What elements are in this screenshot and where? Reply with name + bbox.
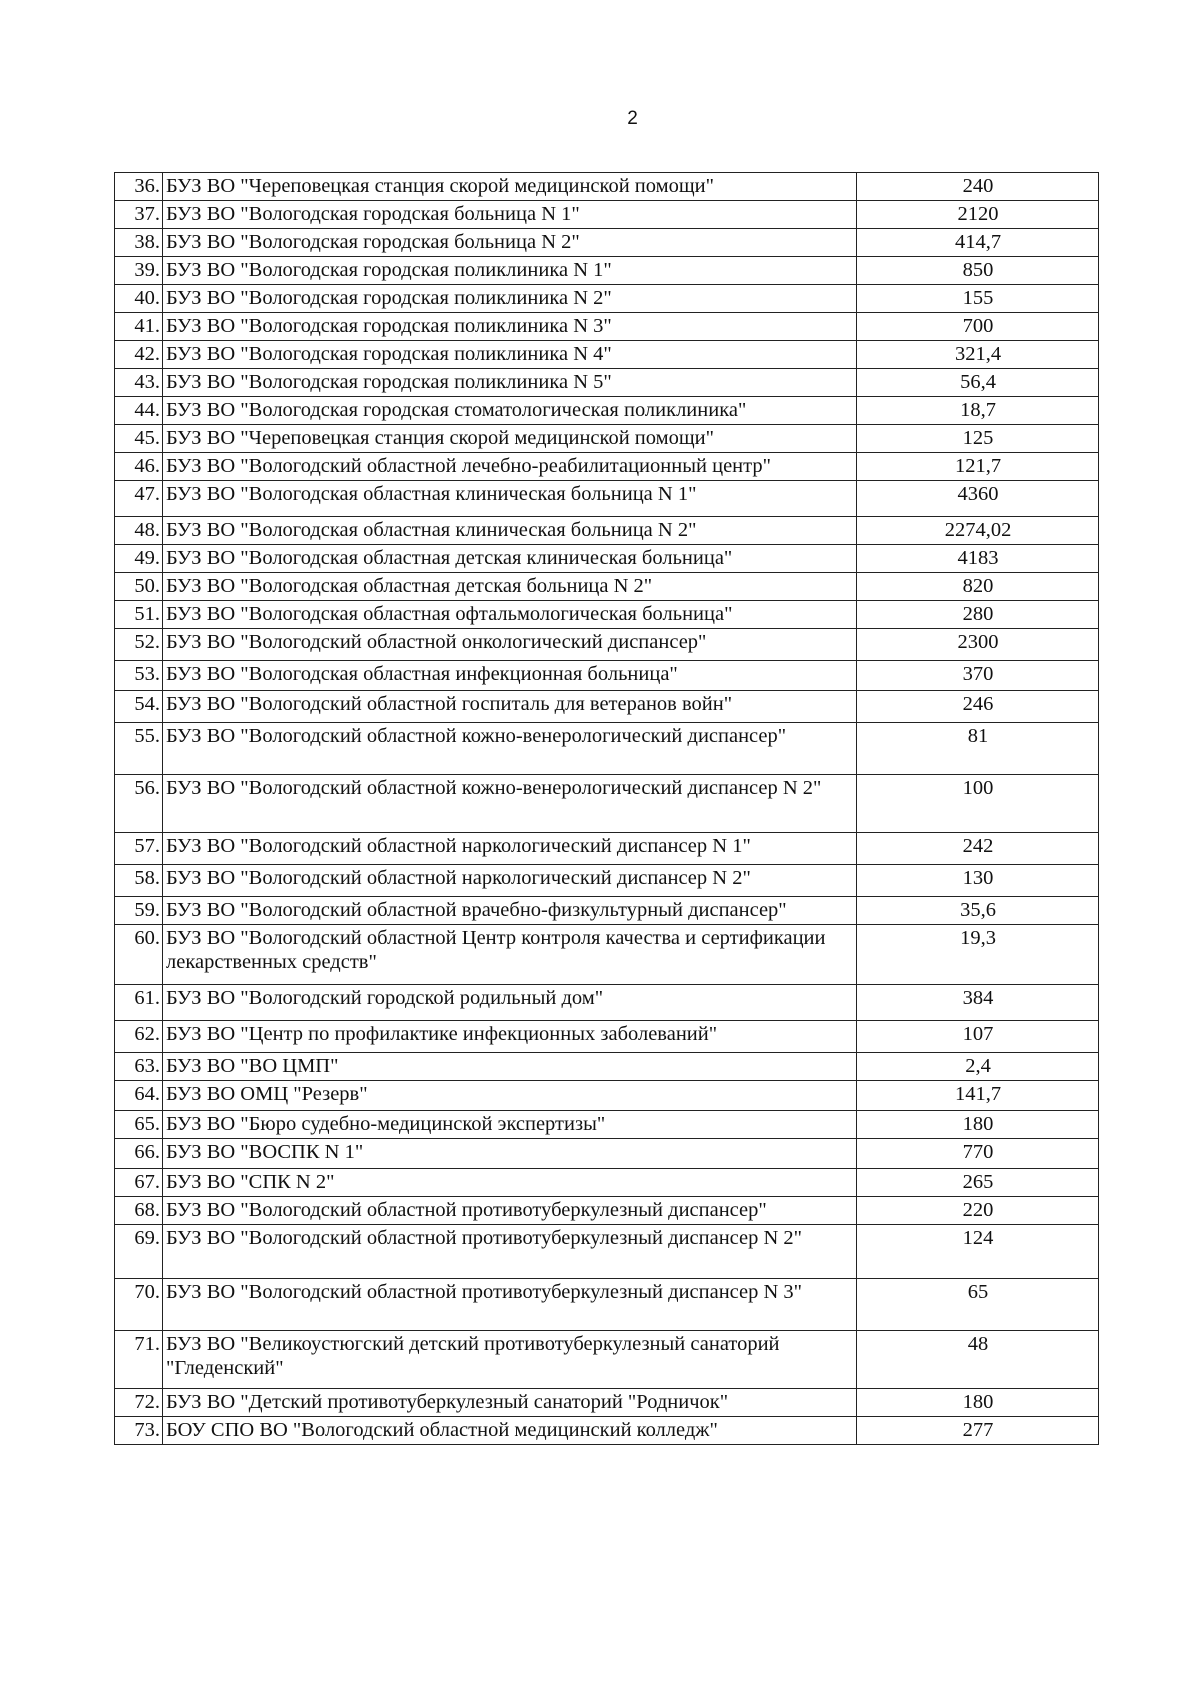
institution-name: БУЗ ВО "Вологодский областной лечебно-реабилитационный центр" — [163, 453, 857, 481]
row-number: 37. — [115, 201, 163, 229]
amount-value: 4183 — [857, 545, 1099, 573]
institution-name: БУЗ ВО "Вологодская областная офтальмологическая больница" — [163, 601, 857, 629]
institution-name: БУЗ ВО "Вологодская городская поликлиника N 3" — [163, 313, 857, 341]
institution-name: БУЗ ВО "Центр по профилактике инфекционных заболеваний" — [163, 1021, 857, 1053]
table-row — [115, 425, 1099, 453]
institution-name: БУЗ ВО "Вологодская областная клиническая больница N 1" — [163, 481, 857, 517]
row-number: 52. — [115, 629, 163, 661]
amount-value: 246 — [857, 691, 1099, 723]
row-number: 46. — [115, 453, 163, 481]
amount-value: 4360 — [857, 481, 1099, 517]
row-number: 71. — [115, 1331, 163, 1389]
institution-name: БУЗ ВО "Вологодская городская поликлиника N 5" — [163, 369, 857, 397]
row-number: 68. — [115, 1197, 163, 1225]
table-row — [115, 573, 1099, 601]
row-number: 53. — [115, 661, 163, 691]
amount-value: 125 — [857, 425, 1099, 453]
institution-name: БУЗ ВО "Бюро судебно-медицинской экспертизы" — [163, 1111, 857, 1139]
table-row — [115, 201, 1099, 229]
table-row — [115, 897, 1099, 925]
amount-value: 121,7 — [857, 453, 1099, 481]
row-number: 41. — [115, 313, 163, 341]
institution-name: БОУ СПО ВО "Вологодский областной медицинский колледж" — [163, 1417, 857, 1445]
table-row — [115, 985, 1099, 1021]
institution-name: БУЗ ВО "Вологодская городская поликлиника N 1" — [163, 257, 857, 285]
row-number: 73. — [115, 1417, 163, 1445]
row-number: 45. — [115, 425, 163, 453]
table-row — [115, 545, 1099, 573]
institution-name: БУЗ ВО "Вологодская городская больница N 1" — [163, 201, 857, 229]
institution-name: БУЗ ВО "Вологодская городская поликлиника N 4" — [163, 341, 857, 369]
table-row — [115, 1111, 1099, 1139]
table-row — [115, 229, 1099, 257]
institution-name: БУЗ ВО "ВО ЦМП" — [163, 1053, 857, 1081]
amount-value: 100 — [857, 775, 1099, 833]
table-row — [115, 1169, 1099, 1197]
row-number: 36. — [115, 173, 163, 201]
amount-value: 180 — [857, 1389, 1099, 1417]
row-number: 64. — [115, 1081, 163, 1111]
row-number: 51. — [115, 601, 163, 629]
row-number: 48. — [115, 517, 163, 545]
table-row — [115, 341, 1099, 369]
amount-value: 124 — [857, 1225, 1099, 1279]
table-row — [115, 517, 1099, 545]
institution-name: БУЗ ВО "Череповецкая станция скорой медицинской помощи" — [163, 425, 857, 453]
amount-value: 65 — [857, 1279, 1099, 1331]
row-number: 58. — [115, 865, 163, 897]
amount-value: 107 — [857, 1021, 1099, 1053]
amount-value: 2300 — [857, 629, 1099, 661]
institution-name: БУЗ ВО "Детский противотуберкулезный санаторий "Родничок" — [163, 1389, 857, 1417]
amount-value: 130 — [857, 865, 1099, 897]
row-number: 55. — [115, 723, 163, 775]
table-row — [115, 257, 1099, 285]
row-number: 40. — [115, 285, 163, 313]
amount-value: 141,7 — [857, 1081, 1099, 1111]
institution-name: БУЗ ВО "Вологодский областной противотуберкулезный диспансер N 2" — [163, 1225, 857, 1279]
row-number: 60. — [115, 925, 163, 985]
amount-value: 321,4 — [857, 341, 1099, 369]
amount-value: 81 — [857, 723, 1099, 775]
amount-value: 35,6 — [857, 897, 1099, 925]
institution-name: БУЗ ВО "Вологодская областная детская больница N 2" — [163, 573, 857, 601]
amount-value: 265 — [857, 1169, 1099, 1197]
table-row — [115, 691, 1099, 723]
table-row — [115, 313, 1099, 341]
table-row — [115, 1417, 1099, 1445]
amount-value: 370 — [857, 661, 1099, 691]
institution-name: БУЗ ВО "Вологодский областной кожно-венерологический диспансер" — [163, 723, 857, 775]
row-number: 59. — [115, 897, 163, 925]
row-number: 42. — [115, 341, 163, 369]
table-row — [115, 1389, 1099, 1417]
table-row — [115, 285, 1099, 313]
institution-name: БУЗ ВО "Вологодская городская поликлиника N 2" — [163, 285, 857, 313]
row-number: 65. — [115, 1111, 163, 1139]
row-number: 44. — [115, 397, 163, 425]
table-row — [115, 1021, 1099, 1053]
table-row — [115, 865, 1099, 897]
amount-value: 2,4 — [857, 1053, 1099, 1081]
table-row — [115, 1053, 1099, 1081]
row-number: 38. — [115, 229, 163, 257]
institution-name: БУЗ ВО "Вологодский областной онкологический диспансер" — [163, 629, 857, 661]
institution-name: БУЗ ВО "Вологодская городская стоматологическая поликлиника" — [163, 397, 857, 425]
institution-name: БУЗ ВО ОМЦ "Резерв" — [163, 1081, 857, 1111]
amount-value: 240 — [857, 173, 1099, 201]
institution-name: БУЗ ВО "СПК N 2" — [163, 1169, 857, 1197]
amount-value: 220 — [857, 1197, 1099, 1225]
institution-name: БУЗ ВО "Вологодский областной противотуберкулезный диспансер" — [163, 1197, 857, 1225]
table-row — [115, 723, 1099, 775]
table-row — [115, 453, 1099, 481]
table-row — [115, 601, 1099, 629]
amount-value: 48 — [857, 1331, 1099, 1389]
institution-name: БУЗ ВО "Вологодский областной врачебно-физкультурный диспансер" — [163, 897, 857, 925]
row-number: 70. — [115, 1279, 163, 1331]
table-row — [115, 1279, 1099, 1331]
amount-value: 180 — [857, 1111, 1099, 1139]
table-row — [115, 397, 1099, 425]
amount-value: 700 — [857, 313, 1099, 341]
institution-name: БУЗ ВО "Вологодская областная клиническая больница N 2" — [163, 517, 857, 545]
institution-name: БУЗ ВО "Вологодский областной госпиталь для ветеранов войн" — [163, 691, 857, 723]
institution-name: БУЗ ВО "Вологодская городская больница N 2" — [163, 229, 857, 257]
row-number: 47. — [115, 481, 163, 517]
amount-value: 18,7 — [857, 397, 1099, 425]
institution-name: БУЗ ВО "Вологодский областной противотуберкулезный диспансер N 3" — [163, 1279, 857, 1331]
amount-value: 850 — [857, 257, 1099, 285]
amount-value: 277 — [857, 1417, 1099, 1445]
amount-value: 2120 — [857, 201, 1099, 229]
amount-value: 155 — [857, 285, 1099, 313]
amount-value: 414,7 — [857, 229, 1099, 257]
row-number: 50. — [115, 573, 163, 601]
row-number: 66. — [115, 1139, 163, 1169]
institution-name: БУЗ ВО "Вологодский областной наркологический диспансер N 2" — [163, 865, 857, 897]
institution-name: БУЗ ВО "Череповецкая станция скорой медицинской помощи" — [163, 173, 857, 201]
amount-value: 770 — [857, 1139, 1099, 1169]
table-row — [115, 481, 1099, 517]
amount-value: 384 — [857, 985, 1099, 1021]
table-row — [115, 173, 1099, 201]
table-row — [115, 1081, 1099, 1111]
row-number: 54. — [115, 691, 163, 723]
table-body — [115, 173, 1099, 1445]
table-row — [115, 1197, 1099, 1225]
table-row — [115, 1139, 1099, 1169]
table-row — [115, 629, 1099, 661]
row-number: 56. — [115, 775, 163, 833]
institution-name: БУЗ ВО "Вологодская областная инфекционная больница" — [163, 661, 857, 691]
row-number: 39. — [115, 257, 163, 285]
amount-value: 2274,02 — [857, 517, 1099, 545]
table-row — [115, 369, 1099, 397]
institution-name: БУЗ ВО "Вологодский областной кожно-венерологический диспансер N 2" — [163, 775, 857, 833]
amount-value: 280 — [857, 601, 1099, 629]
institution-name: БУЗ ВО "ВОСПК N 1" — [163, 1139, 857, 1169]
row-number: 69. — [115, 1225, 163, 1279]
row-number: 72. — [115, 1389, 163, 1417]
institution-name: БУЗ ВО "Вологодский областной Центр контроля качества и сертификации лекарственных средств" — [163, 925, 857, 985]
page-number: 2 — [627, 108, 638, 129]
amount-value: 242 — [857, 833, 1099, 865]
row-number: 43. — [115, 369, 163, 397]
institution-name: БУЗ ВО "Вологодская областная детская клиническая больница" — [163, 545, 857, 573]
institution-name: БУЗ ВО "Великоустюгский детский противотуберкулезный санаторий "Гледенский" — [163, 1331, 857, 1389]
institutions-table — [114, 172, 1099, 1445]
table-row — [115, 1331, 1099, 1389]
table-row — [115, 775, 1099, 833]
row-number: 57. — [115, 833, 163, 865]
row-number: 62. — [115, 1021, 163, 1053]
table-row — [115, 1225, 1099, 1279]
institution-name: БУЗ ВО "Вологодский областной наркологический диспансер N 1" — [163, 833, 857, 865]
amount-value: 820 — [857, 573, 1099, 601]
row-number: 49. — [115, 545, 163, 573]
row-number: 61. — [115, 985, 163, 1021]
table-row — [115, 833, 1099, 865]
amount-value: 19,3 — [857, 925, 1099, 985]
institution-name: БУЗ ВО "Вологодский городской родильный дом" — [163, 985, 857, 1021]
table-row — [115, 661, 1099, 691]
row-number: 67. — [115, 1169, 163, 1197]
row-number: 63. — [115, 1053, 163, 1081]
amount-value: 56,4 — [857, 369, 1099, 397]
table-row — [115, 925, 1099, 985]
